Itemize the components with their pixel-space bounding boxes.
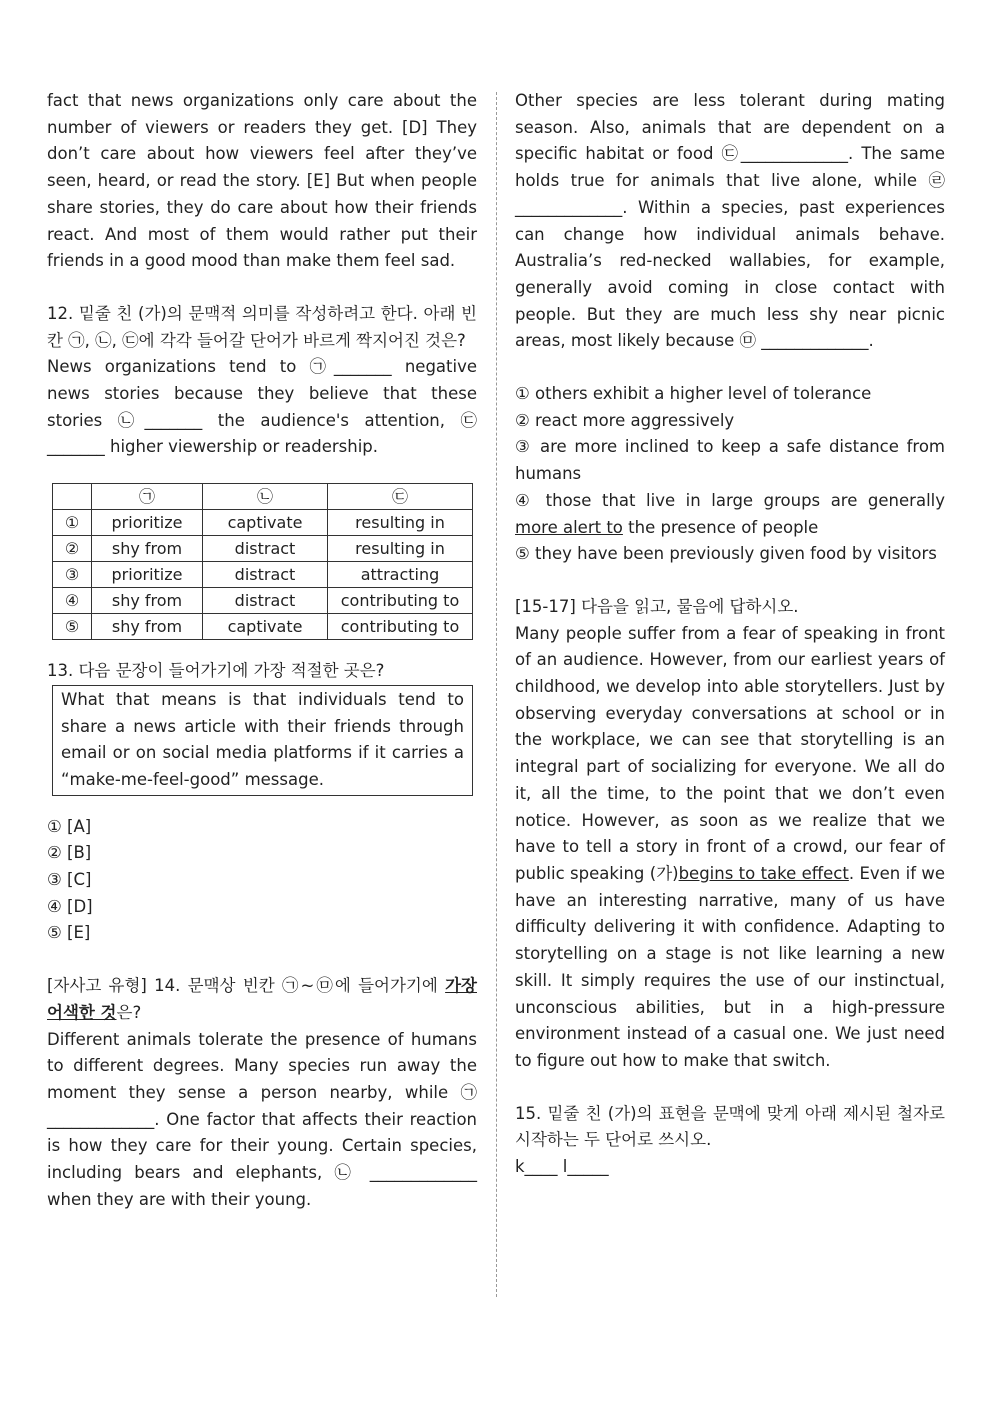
table-cell: ③ [53,562,92,588]
table-cell: shy from [92,588,203,614]
q15-prompt: 15. 밑줄 친 (가)의 표현을 문맥에 맞게 아래 제시된 철자로 시작하는 두 단어로 쓰시오. [515,1103,945,1150]
table-header-cell [53,484,92,510]
left-column [47,88,477,1214]
table-cell: distract [203,588,328,614]
q12-answer-table [52,483,473,640]
table-row [53,588,473,614]
q14-passage-continued: Other species are less tolerant during mating season. Also, animals that are dependent on a specific habitat or food ㉢_____________. The same holds true for animals that live alone, while ㉣_____________. Within a species, past experiences can change how individual animals behave. Australia’s red-necked wallabies, for example, generally avoid coming in close contact with people. But they are much less shy near picnic areas, most likely because ㉤ _____________. [515,91,945,351]
table-row [53,510,473,536]
table-cell: captivate [203,614,328,640]
q13-option[interactable]: ④ [D] [47,896,93,916]
q14-option[interactable] [515,488,945,541]
table-cell: resulting in [328,510,473,536]
q14-prompt-start: [자사고 유형] 14. 문맥상 빈칸 ㉠~㉤에 들어가기에 [47,976,446,996]
question-12 [47,301,477,640]
right-column [515,88,945,1181]
table-cell: distract [203,536,328,562]
table-cell: ① [53,510,92,536]
q14-option4-underlined: more alert to [515,517,623,537]
q13-option[interactable]: ① [A] [47,816,92,836]
table-cell: prioritize [92,510,203,536]
q14-option[interactable]: ③ are more inclined to keep a safe distance from humans [515,437,945,484]
table-cell: attracting [328,562,473,588]
table-cell: ④ [53,588,92,614]
q15-17-header: [15-17] 다음을 읽고, 물음에 답하시오. [515,596,799,616]
table-cell: shy from [92,614,203,640]
question-13 [47,658,477,947]
passage-part-1: Many people suffer from a fear of speaking in front of an audience. However, from our earliest years of childhood, we develop into able storytellers. Just by observing everyday conversations at school or in the workplace, we can see that storytelling is an integral part of socializing for everyone. We all do it, all the time, to the point that we don’t even notice. However, as soon as we realize that we have to tell a story in front of a crowd, our fear of public speaking (가) [515,623,945,883]
q14-option4-end: the presence of people [622,517,819,537]
q14-passage: Different animals tolerate the presence of humans to different degrees. Many species run away the moment they sense a person nearby, while ㉠ _____________. One factor that affects their reaction is how they care for their young. Certain species, including bears and elephants, ㉡ _____________ when they are with their young. [47,1029,477,1209]
q12-prompt: 12. 밑줄 친 (가)의 문맥적 의미를 작성하려고 한다. 아래 빈칸 ㉠, ㉡, ㉢에 각각 들어갈 단어가 바르게 짝지어진 것은? [47,303,477,350]
table-cell: contributing to [328,588,473,614]
question-14 [47,973,477,1213]
q14-option[interactable]: ⑤ they have been previously given food by visitors [515,544,937,564]
q13-option[interactable]: ③ [C] [47,870,92,890]
q14-option[interactable]: ② react more aggressively [515,410,735,430]
table-row [53,562,473,588]
table-header-cell: ㉢ [328,484,473,510]
q13-given-sentence-box: What that means is that individuals tend to share a news article with their friends through email or on social media platforms if it carries a “make-me-feel-good” message. [52,685,473,796]
q14-prompt-emphasis: 가장 어색한 것 [47,976,477,1022]
q13-option[interactable]: ⑤ [E] [47,923,91,943]
table-cell: ⑤ [53,614,92,640]
table-cell: captivate [203,510,328,536]
q15-17-passage [515,621,945,1075]
table-row [53,614,473,640]
table-row [53,536,473,562]
table-header-row [53,484,473,510]
passage-part-2: . Even if we have an interesting narrative, many of us have difficulty delivering it with confidence. Adapting to storytelling on a stage is not like learning a new skill. It simply requires the use of our instinctual, unconscious abilities, but in a high-pressure environment instead of a casual one. We just need to figure out how to make that switch. [515,863,945,1070]
table-cell: ② [53,536,92,562]
table-cell: contributing to [328,614,473,640]
question-15 [515,1101,945,1181]
q13-option[interactable]: ② [B] [47,843,92,863]
table-cell: shy from [92,536,203,562]
passage-continuation: fact that news organizations only care about the number of viewers or readers they get. [D] They don’t care about how viewers feel after they’ve seen, heard, or read the story. [E] But when people share stories, they do care about how their friends react. And most of them would rather put their friends in a good mood than make them feel sad. [47,91,477,271]
table-cell: distract [203,562,328,588]
table-header-cell: ㉠ [92,484,203,510]
table-cell: resulting in [328,536,473,562]
q15-answer-line[interactable]: k____ l_____ [515,1157,609,1177]
passage-underlined-phrase: begins to take effect [678,863,849,883]
q14-options [515,381,945,568]
q14-prompt [47,973,477,1026]
column-divider [496,92,497,1297]
q13-prompt: 13. 다음 문장이 들어가기에 가장 적절한 곳은? [47,661,385,681]
q14-option4-start: ④ those that live in large groups are generally [515,490,945,510]
q12-passage: News organizations tend to ㉠_______ negative news stories because they believe that these stories ㉡_______ the audience's attention, ㉢ _______ higher viewership or readership. [47,357,477,457]
q14-prompt-end: 은? [116,1002,142,1022]
table-header-cell: ㉡ [203,484,328,510]
q14-option[interactable]: ① others exhibit a higher level of tolerance [515,384,872,404]
table-cell: prioritize [92,562,203,588]
